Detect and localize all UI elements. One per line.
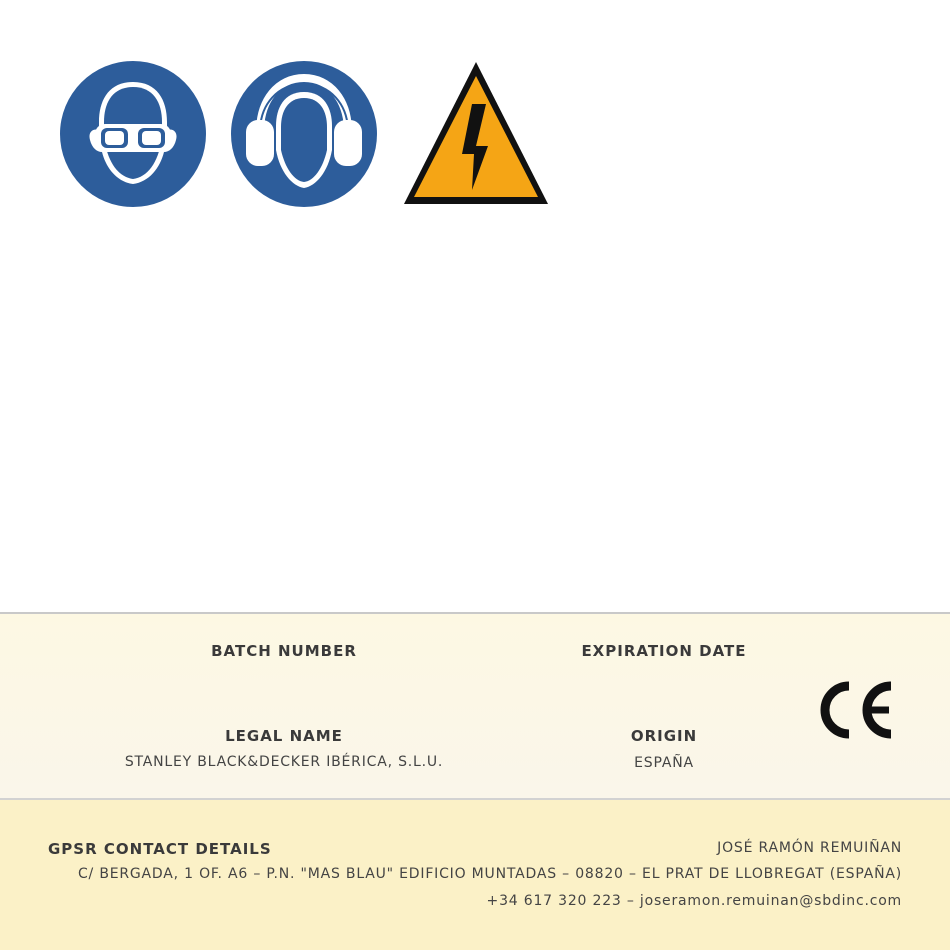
safety-icons-row xyxy=(0,0,950,240)
origin-value: ESPAÑA xyxy=(634,755,694,771)
legal-name-value: STANLEY BLACK&DECKER IBÉRICA, S.L.U. xyxy=(124,754,444,770)
contact-phone-email: +34 617 320 223 – joseramon.remuinan@sbdinc.com xyxy=(486,893,902,909)
batch-number-label: BATCH NUMBER xyxy=(211,642,357,660)
ear-protection-required-icon xyxy=(230,60,378,208)
product-info-panel xyxy=(0,612,950,800)
gpsr-contact-panel xyxy=(0,800,950,950)
gpsr-contact-label: GPSR CONTACT DETAILS xyxy=(48,840,272,858)
contact-address: C/ BERGADA, 1 OF. A6 – P.N. "MAS BLAU" EDIFICIO MUNTADAS – 08820 – EL PRAT DE LLOBREGAT (ESPAÑA) xyxy=(77,866,902,882)
electrical-hazard-warning-icon xyxy=(400,58,552,210)
origin-label: ORIGIN xyxy=(630,727,698,745)
legal-name-label: LEGAL NAME xyxy=(225,727,343,745)
ce-mark-icon xyxy=(815,680,895,740)
eye-protection-required-icon xyxy=(59,60,207,208)
contact-name: JOSÉ RAMÓN REMUIÑAN xyxy=(717,840,902,856)
expiration-date-label: EXPIRATION DATE xyxy=(581,642,747,660)
